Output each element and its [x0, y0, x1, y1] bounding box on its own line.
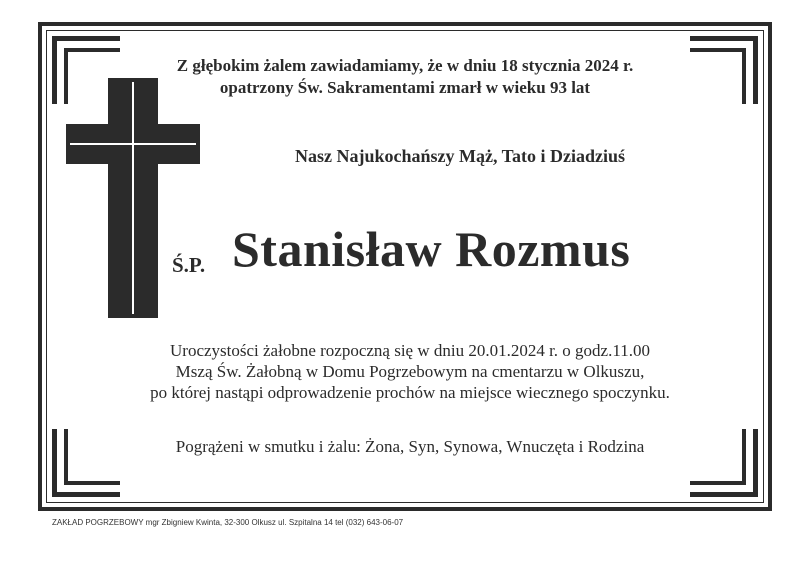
funeral-info-line-1: Uroczystości żałobne rozpoczną się w dniu 20.01.2024 r. o godz.11.00 — [170, 341, 650, 360]
mourners-line: Pogrążeni w smutku i żalu: Żona, Syn, Synowa, Wnuczęta i Rodzina — [175, 437, 645, 456]
funeral-home-footer: ZAKŁAD POGRZEBOWY mgr Zbigniew Kwinta, 32-300 Olkusz ul. Szpitalna 14 tel (032) 643-06-07 — [52, 518, 404, 527]
funeral-info-line-3: po której nastąpi odprowadzenie prochów na miejsce wiecznego spoczynku. — [150, 383, 670, 402]
cross-icon — [66, 78, 200, 318]
funeral-info-line-2: Mszą Św. Żałobną w Domu Pogrzebowym na cmentarzu w Olkuszu, — [175, 362, 645, 381]
intro-line-2: opatrzony Św. Sakramentami zmarł w wieku 93 lat — [219, 78, 591, 97]
deceased-name: Stanisław Rozmus — [232, 221, 631, 277]
relation-line: Nasz Najukochańszy Mąż, Tato i Dziadziuś — [294, 146, 626, 166]
intro-line-1: Z głębokim żalem zawiadamiamy, że w dniu 18 stycznia 2024 r. — [176, 56, 634, 75]
name-prefix: Ś.P. — [172, 253, 206, 277]
